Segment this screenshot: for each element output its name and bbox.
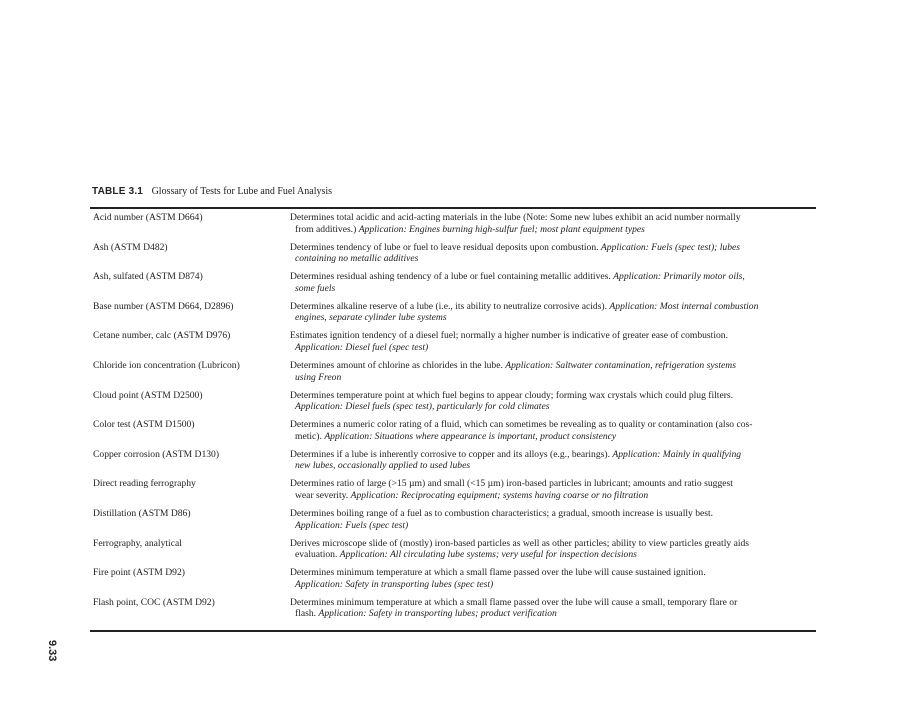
- description-text: Determines boiling range of a fuel as to combustion characteristics; a gradual, smooth increase is usually best.: [290, 507, 714, 519]
- description-text: flash.: [295, 608, 319, 620]
- description-text: Determines a numeric color rating of a fluid, which can sometimes be revealing as to quality or contamination (also cos-: [290, 419, 753, 431]
- application-text: Application: Reciprocating equipment; systems having coarse or no filtration: [350, 489, 649, 501]
- table-row: [90, 449, 816, 479]
- description-text: Determines if a lube is inherently corrosive to copper and its alloys (e.g., bearings).: [290, 448, 613, 460]
- test-description: [290, 567, 816, 590]
- application-text: new lubes, occasionally applied to used lubes: [295, 460, 471, 472]
- description-text: Determines residual ashing tendency of a lube or fuel containing metallic additives.: [290, 271, 614, 283]
- test-name: Direct reading ferrography: [93, 478, 196, 490]
- table-row: [90, 301, 816, 331]
- test-name: Color test (ASTM D1500): [93, 419, 195, 431]
- application-text: Application: Safety in transporting lubes (spec test): [295, 578, 494, 590]
- description-text: Determines minimum temperature at which a small flame passed over the lube will cause a small, temporary flare or: [290, 596, 738, 608]
- page-number: 9.33: [46, 640, 58, 662]
- test-name: Distillation (ASTM D86): [93, 507, 191, 519]
- top-rule: [90, 207, 816, 209]
- test-description: [290, 419, 816, 442]
- test-name: Fire point (ASTM D92): [93, 567, 185, 579]
- application-text: using Freon: [295, 371, 342, 383]
- table-row: [90, 271, 816, 301]
- table-title: Glossary of Tests for Lube and Fuel Analysis: [151, 186, 333, 197]
- application-text: containing no metallic additives: [295, 253, 419, 265]
- application-text: Application: Diesel fuels (spec test), particularly for cold climates: [295, 401, 550, 413]
- test-name: Cloud point (ASTM D2500): [93, 389, 203, 401]
- description-text: Determines total acidic and acid-acting materials in the lube (Note: Some new lubes exhibit an acid number normally: [290, 212, 741, 223]
- application-text: some fuels: [295, 282, 336, 294]
- application-text: Application: Engines burning high-sulfur fuel; most plant equipment types: [358, 223, 645, 235]
- description-text: Estimates ignition tendency of a diesel fuel; normally a higher number is indicative of greater ease of combustion.: [290, 330, 728, 342]
- table-row: [90, 419, 816, 449]
- test-description: [290, 330, 816, 353]
- test-name: Copper corrosion (ASTM D130): [93, 448, 220, 460]
- test-description: [290, 212, 816, 235]
- table-row: [90, 242, 816, 272]
- table-row: [90, 567, 816, 597]
- application-text: Application: Safety in transporting lubes; product verification: [318, 608, 557, 620]
- test-description: [290, 390, 816, 413]
- description-text: Derives microscope slide of (mostly) iron-based particles as well as other particles; ability to view particles greatly aids: [290, 537, 750, 549]
- table-row: [90, 212, 816, 242]
- table-row: [90, 360, 816, 390]
- test-description: [290, 242, 816, 265]
- test-name: Acid number (ASTM D664): [93, 212, 203, 223]
- test-description: [290, 538, 816, 561]
- application-text: Application: Fuels (spec test); lubes: [600, 241, 740, 253]
- description-text: metic).: [295, 430, 325, 442]
- description-text: Determines minimum temperature at which a small flame passed over the lube will cause sustained ignition.: [290, 567, 706, 579]
- table-row: [90, 597, 816, 627]
- test-name: Ash, sulfated (ASTM D874): [93, 271, 203, 283]
- table-row: [90, 538, 816, 568]
- glossary-table: [90, 212, 816, 626]
- application-text: Application: All circulating lube systems; very useful for inspection decisions: [339, 549, 637, 561]
- test-description: [290, 360, 816, 383]
- description-text: evaluation.: [295, 549, 340, 561]
- bottom-rule: [90, 630, 816, 632]
- application-text: Application: Fuels (spec test): [295, 519, 409, 531]
- test-name: Ferrography, analytical: [93, 537, 182, 549]
- table-row: [90, 390, 816, 420]
- application-text: Application: Most internal combustion: [609, 300, 759, 312]
- description-text: Determines ratio of large (>15 µm) and small (<15 µm) iron-based particles in lubricant; amounts and ratio suggest: [290, 478, 733, 490]
- application-text: Application: Saltwater contamination, refrigeration systems: [505, 359, 736, 371]
- test-description: [290, 449, 816, 472]
- test-description: [290, 597, 816, 620]
- table-row: [90, 478, 816, 508]
- table-row: [90, 330, 816, 360]
- description-text: Determines tendency of lube or fuel to leave residual deposits upon combustion.: [290, 241, 601, 253]
- description-text: Determines amount of chlorine as chlorides in the lube.: [290, 359, 506, 371]
- test-name: Flash point, COC (ASTM D92): [93, 596, 215, 608]
- description-text: Determines alkaline reserve of a lube (i.e., its ability to neutralize corrosive acids).: [290, 300, 610, 312]
- description-text: Determines temperature point at which fuel begins to appear cloudy; forming wax crystals which could plug filters.: [290, 389, 734, 401]
- application-text: engines, separate cylinder lube systems: [295, 312, 447, 324]
- test-description: [290, 271, 816, 294]
- test-description: [290, 508, 816, 531]
- test-name: Chloride ion concentration (Lubricon): [93, 359, 240, 371]
- application-text: Application: Mainly in qualifying: [612, 448, 742, 460]
- application-text: Application: Diesel fuel (spec test): [295, 341, 429, 353]
- application-text: Application: Situations where appearance is important, product consistency: [324, 430, 617, 442]
- application-text: Application: Primarily motor oils,: [613, 271, 745, 283]
- table-row: [90, 508, 816, 538]
- test-name: Base number (ASTM D664, D2896): [93, 300, 234, 312]
- test-description: [290, 301, 816, 324]
- table-caption: [92, 186, 332, 197]
- description-text: from additives.): [295, 223, 359, 235]
- test-name: Ash (ASTM D482): [93, 241, 168, 253]
- table-number: TABLE 3.1: [92, 186, 144, 197]
- description-text: wear severity.: [295, 489, 351, 501]
- test-name: Cetane number, calc (ASTM D976): [93, 330, 231, 342]
- test-description: [290, 478, 816, 501]
